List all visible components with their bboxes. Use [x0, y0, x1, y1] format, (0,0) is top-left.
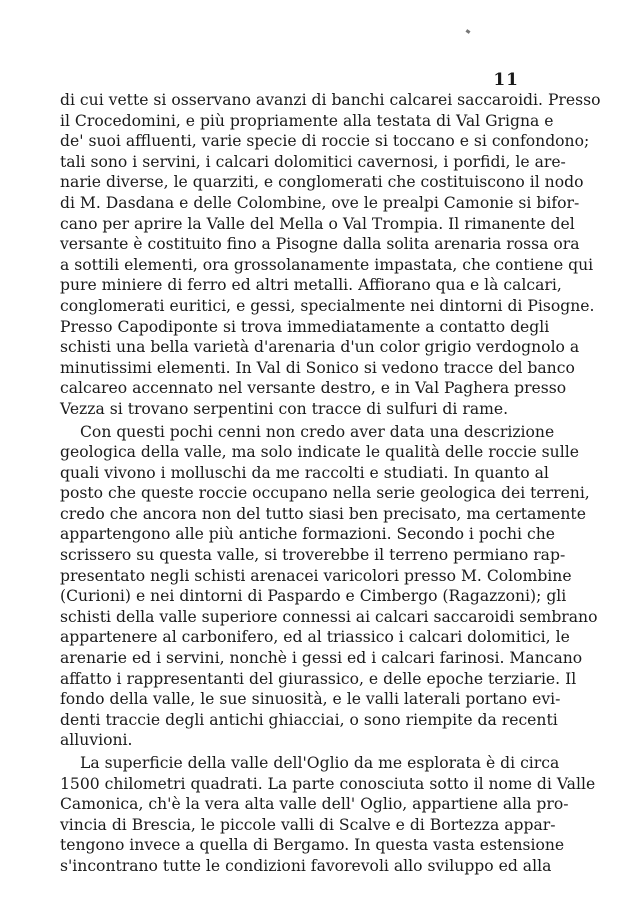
text-line: arenarie ed i servini, nonchè i gessi ed i calcari farinosi. Mancano — [60, 649, 583, 668]
text-line: calcareo accennato nel versante destro, e in Val Paghera presso — [60, 379, 567, 398]
text-line: conglomerati euritici, e gessi, specialmente nei dintorni di Pisogne. — [60, 296, 595, 315]
text-line: de' suoi affluenti, varie specie di roccie si toccano e si confondono; — [60, 132, 590, 151]
text-line: pure miniere di ferro ed altri metalli. Affiorano qua e là calcari, — [60, 276, 562, 295]
text-line: versante è costituito fino a Pisogne dalla solita arenaria rossa ora — [60, 235, 580, 254]
text-line: s'incontrano tutte le condizioni favorevoli allo sviluppo ed alla — [60, 856, 552, 875]
text-line: presentato negli schisti arenacei varicolori presso M. Colombine — [60, 566, 572, 585]
text-line: cano per aprire la Valle del Mella o Val Trompia. Il rimanente del — [60, 214, 575, 233]
text-line: geologica della valle, ma solo indicate le qualità delle roccie sulle — [60, 443, 579, 462]
text-line: appartengono alle più antiche formazioni. Secondo i pochi che — [60, 525, 555, 544]
text-line: di M. Dasdana e delle Colombine, ove le prealpi Camonie si bifor- — [60, 193, 580, 212]
text-line: schisti della valle superiore connessi ai calcari saccaroidi sembrano — [60, 607, 598, 626]
paragraph — [60, 753, 596, 877]
text-line: posto che queste roccie occupano nella serie geologica dei terreni, — [60, 484, 590, 503]
text-line: Con questi pochi cenni non credo aver data una descrizione — [80, 422, 555, 441]
text-line: il Crocedomini, e più propriamente alla testata di Val Grigna e — [60, 111, 554, 130]
text-line: Vezza si trovano serpentini con tracce di sulfuri di rame. — [60, 399, 509, 418]
text-line: credo che ancora non del tutto siasi ben precisato, ma certamente — [60, 504, 586, 523]
paragraph — [60, 90, 601, 420]
text-line: tengono invece a quella di Bergamo. In questa vasta estensione — [60, 836, 565, 855]
text-line: Presso Capodiponte si trova immediatamente a contatto degli — [60, 317, 550, 336]
text-line: minutissimi elementi. In Val di Sonico si vedono tracce del banco — [60, 358, 575, 377]
text-line: Camonica, ch'è la vera alta valle dell' Oglio, appartiene alla pro- — [60, 795, 569, 814]
text-line: schisti una bella varietà d'arenaria d'un color grigio verdognolo a — [60, 338, 580, 357]
paragraph — [60, 422, 598, 752]
text-line: denti traccie degli antichi ghiacciai, o sono riempite da recenti — [60, 710, 558, 729]
page-number: 11 — [493, 70, 519, 90]
text-line: La superficie della valle dell'Oglio da me esplorata è di circa — [80, 754, 560, 772]
text-line: 1500 chilometri quadrati. La parte conosciuta sotto il nome di Valle — [60, 774, 596, 793]
text-line: narie diverse, le quarziti, e conglomerati che costituiscono il nodo — [60, 173, 584, 192]
text-line: scrissero su questa valle, si troverebbe il terreno permiano rap- — [60, 546, 566, 565]
text-line: (Curioni) e nei dintorni di Paspardo e Cimbergo (Ragazzoni); gli — [60, 587, 567, 606]
text-line: tali sono i servini, i calcari dolomitici cavernosi, i porfidi, le are- — [60, 152, 566, 171]
body-text — [60, 90, 601, 877]
text-line: affatto i rappresentanti del giurassico, e delle epoche terziarie. Il — [60, 669, 577, 688]
text-line: alluvioni. — [60, 731, 133, 750]
text-line: a sottili elementi, ora grossolanamente impastata, che contiene qui — [60, 255, 594, 274]
paper-speck — [466, 29, 471, 34]
text-line: di cui vette si osservano avanzi di banchi calcarei saccaroidi. Presso — [60, 91, 601, 109]
text-line: fondo della valle, le sue sinuosità, e le valli laterali portano evi- — [60, 690, 561, 709]
text-line: appartenere al carbonifero, ed al triassico i calcari dolomitici, le — [60, 628, 570, 647]
text-line: vincia di Brescia, le piccole valli di Scalve e di Bortezza appar- — [60, 815, 556, 834]
text-line: quali vivono i molluschi da me raccolti e studiati. In quanto al — [60, 463, 549, 482]
